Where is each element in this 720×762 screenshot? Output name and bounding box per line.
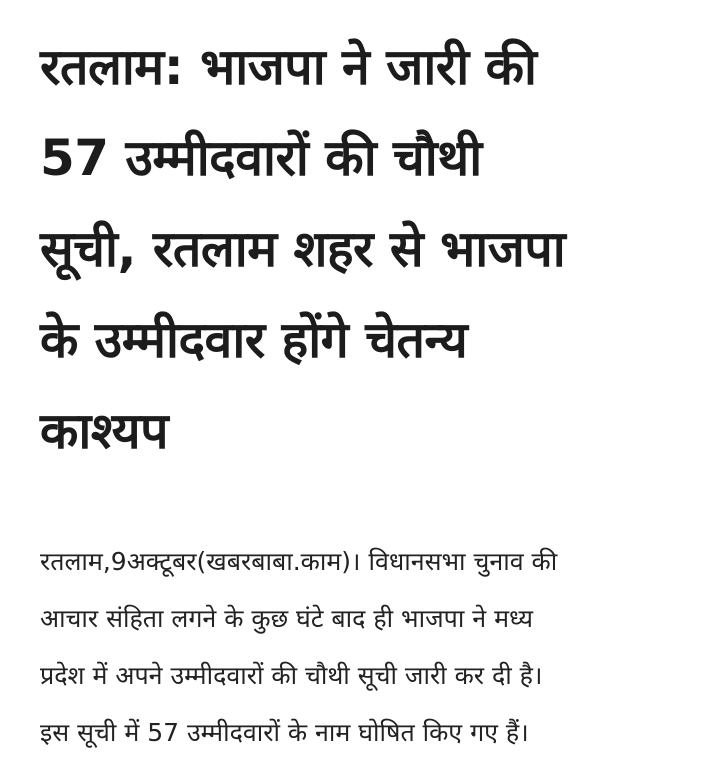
article-body (40, 533, 690, 761)
body-line: प्रदेश में अपने उम्मीदवारों की चौथी सूची जारी कर दी है। (40, 661, 543, 690)
article-headline (40, 22, 680, 477)
headline-line: के उम्मीदवार होंगे चेतन्य (40, 311, 468, 369)
headline-line: रतलाम: भाजपा ने जारी की (40, 38, 537, 96)
headline-line: काश्यप (40, 402, 168, 460)
headline-line: 57 उम्मीदवारों की चौथी (40, 129, 482, 187)
body-line: आचार संहिता लगने के कुछ घंटे बाद ही भाजपा ने मध्य (40, 604, 533, 633)
body-line: रतलाम,9अक्टूबर(खबरबाबा.काम)। विधानसभा चुनाव की (40, 547, 558, 576)
body-line: इस सूची में 57 उम्मीदवारों के नाम घोषित किए गए हैं। (40, 718, 529, 747)
headline-line: सूची, रतलाम शहर से भाजपा (40, 220, 566, 278)
